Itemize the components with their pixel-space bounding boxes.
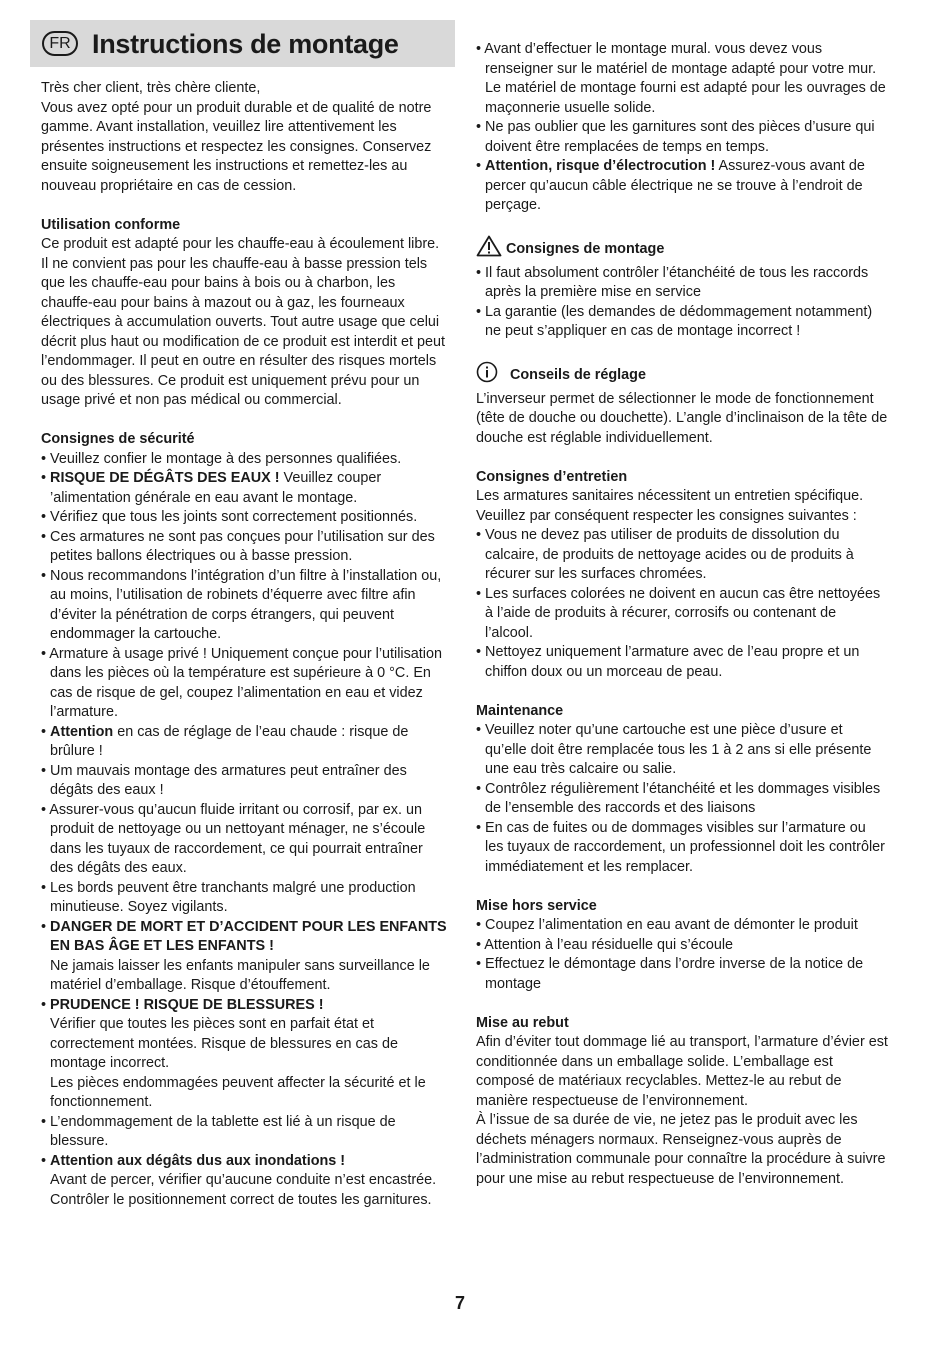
list-item: • L’endommagement de la tablette est lié à un risque de blessure. [41, 1113, 396, 1149]
entretien-heading: Consignes d’entretien [476, 468, 628, 485]
list-item: • Avant d’effectuer le montage mural. vous devez vous renseigner sur le matériel de montage adapté pour votre mur. Le matériel de montage fourni est adapté pour les ouvrages de maçonnerie usuelle solide. [476, 41, 886, 116]
list-item: • Nous recommandons l’intégration d’un filtre à l’installation ou, au moins, l’utilisation de robinets d’équerre avec filtre afin d’éviter la pénétration de corps étrangers, qui peuvent endommager la cartouche. [41, 567, 442, 642]
list-item: • Attention en cas de réglage de l’eau chaude : risque de brûlure ! [41, 723, 409, 759]
montage-list [476, 264, 888, 342]
montage-heading: Consignes de montage [506, 241, 665, 257]
wall-mount-list [476, 40, 888, 216]
list-item: • Vous ne devez pas utiliser de produits de dissolution du calcaire, de produits de nettoyage acides ou de produits à récurer sur les surfaces chromées. [476, 527, 854, 582]
securite-heading: Consignes de sécurité [41, 431, 195, 447]
list-item: • RISQUE DE DÉGÂTS DES EAUX ! Veuillez couper ’alimentation générale en eau avant le montage. [41, 470, 382, 506]
reglage-text: L’inverseur permet de sélectionner le mode de fonctionnement (tête de douche ou douchette). L’angle d’inclinaison de la tête de douche est réglable individuellement. [476, 390, 888, 446]
rebut-heading: Mise au rebut [476, 1014, 569, 1031]
hors-service-heading: Mise hors service [476, 897, 597, 914]
list-item: • Les surfaces colorées ne doivent en aucun cas être nettoyées à l’aide de produits à récurer, corrosifs ou contenant de l’alcool. [476, 585, 881, 641]
language-badge: FR [42, 31, 78, 56]
montage-section [476, 235, 888, 342]
utilisation-heading: Utilisation conforme [41, 216, 181, 233]
entretien-text: Les armatures sanitaires nécessitent un entretien spécifique. Veuillez par conséquent respecter les consignes suivantes : [476, 488, 864, 524]
maintenance-section [476, 702, 888, 878]
list-item: • Armature à usage privé ! Uniquement conçue pour l’utilisation dans les pièces où la température est supérieure à 0 °C. En cas de risque de gel, coupez l’alimentation en eau et videz l’armature. [41, 645, 443, 720]
entretien-section [476, 468, 888, 683]
list-item: • Contrôlez régulièrement l’étanchéité et les dommages visibles de l’ensemble des raccords et des liaisons [476, 780, 881, 816]
intro-text: Vous avez opté pour un produit durable et de qualité de notre gamme. Avant installation, veuillez lire attentivement les présentes instructions et respectez les consignes. Conservez ensuite soigneusement les instructions et remettez-les au nouveau propriétaire en cas de cession. [41, 99, 432, 194]
list-item: • Il faut absolument contrôler l’étanchéité de tous les raccords après la première mise en service [476, 264, 869, 300]
list-item: • Ces armatures ne sont pas conçues pour l’utilisation sur des petites ballons électriques ou à basse pression. [41, 528, 435, 564]
list-item: • Attention aux dégâts dus aux inondations ! Avant de percer, vérifier qu’aucune conduite n’est encastrée. Contrôler le positionnement correct de toutes les garnitures. [41, 1152, 437, 1208]
info-circle-icon [476, 361, 498, 390]
list-item: • Vérifiez que tous les joints sont correctement positionnés. [41, 509, 418, 525]
page-number: 7 [455, 1293, 466, 1313]
intro-greeting: Très cher client, très chère cliente, [41, 80, 261, 96]
utilisation-text: Ce produit est adapté pour les chauffe-eau à écoulement libre. Il ne convient pas pour les chauffe-eau à basse pression tels que les chauffe-eau pour bains à bois ou à charbon, les chauffe-eau pour bains à mazout ou à gaz, les fourneaux électriques à accumulation ouverts. Tout autre usage que celui décrit plus haut ou modification de ce produit est interdit et peut l’endommager. Il peut en outre en résulter des risques mortels ou des blessures. Ce produit est uniquement prévu pour un usage privé et non pas médical ou commercial. [41, 236, 445, 408]
right-column [476, 40, 888, 1189]
rebut-section [476, 1014, 888, 1190]
reglage-heading: Conseils de réglage [510, 367, 646, 383]
rebut-text: Afin d’éviter tout dommage lié au transport, l’armature d’évier est conditionnée dans un emballage solide. L’emballage est composé de matériaux recyclables. Mettez-le au rebut de manière respectueuse de l’environnement. [476, 1034, 888, 1109]
list-item: • La garantie (les demandes de dédommagement notamment) ne peut s’appliquer en cas de montage incorrect ! [476, 303, 873, 339]
warning-triangle-icon [476, 235, 502, 264]
section-header [30, 20, 455, 67]
list-item: • Veuillez noter qu’une cartouche est une pièce d’usure et qu’elle doit être remplacée tous les 1 à 2 ans si elle présente une eau très calcaire ou salie. [476, 722, 872, 777]
securite-section [41, 430, 449, 1210]
list-item: • DANGER DE MORT ET D’ACCIDENT POUR LES ENFANTS EN BAS ÂGE ET LES ENFANTS ! Ne jamais laisser les enfants manipuler sans surveillance le matériel d’emballage. Risque d’étouffement. [41, 918, 447, 993]
page-title: Instructions de montage [92, 29, 399, 59]
utilisation-section [41, 216, 449, 411]
list-item: • Nettoyez uniquement l’armature avec de l’eau propre et un chiffon doux ou un morceau de peau. [476, 644, 860, 680]
list-item: • Effectuez le démontage dans l’ordre inverse de la notice de montage [476, 956, 864, 992]
list-item: • Coupez l’alimentation en eau avant de démonter le produit [476, 917, 858, 933]
list-item: • Assurer-vous qu’aucun fluide irritant ou corrosif, par ex. un produit de nettoyage ou un nettoyant ménager, ne s’écoule dans les tuyaux de raccordement, ce qui pourrait entraîner des dégâts des eaux. [41, 801, 426, 876]
securite-list [41, 450, 449, 1211]
list-item: • PRUDENCE ! RISQUE DE BLESSURES ! Vérifier que toutes les pièces sont en parfait état et correctement montées. Risque de blessures en cas de montage incorrect. Les pièces endommagées peuvent affecter la sécurité et le fonctionnement. [41, 996, 426, 1110]
hors-service-section [476, 897, 888, 995]
rebut-text: À l’issue de sa durée de vie, ne jetez pas le produit avec les déchets ménagers normaux. Renseignez-vous auprès de l’administration communale pour connaître la procédure à suivre pour une mise au rebut respectueuse de l’environnement. [476, 1112, 886, 1187]
list-item: • Attention à l’eau résiduelle qui s’écoule [476, 936, 734, 953]
list-item: • Attention, risque d’électrocution ! Assurez-vous avant de percer qu’aucun câble électrique ne se trouve à l’endroit de perçage. [476, 158, 865, 213]
entretien-list [476, 526, 888, 682]
maintenance-heading: Maintenance [476, 702, 564, 719]
list-item: • Veuillez confier le montage à des personnes qualifiées. [41, 450, 402, 467]
list-item: • Ne pas oublier que les garnitures sont des pièces d’usure qui doivent être remplacées de temps en temps. [476, 119, 875, 155]
list-item: • En cas de fuites ou de dommages visibles sur l’armature ou les tuyaux de raccordement, un professionnel doit les contrôler immédiatement et les remplacer. [476, 819, 885, 875]
hors-service-list [476, 916, 888, 994]
maintenance-list [476, 721, 888, 877]
reglage-section [476, 361, 888, 448]
list-item: • Um mauvais montage des armatures peut entraîner des dégâts des eaux ! [41, 762, 407, 798]
left-column [41, 79, 449, 1210]
list-item: • Les bords peuvent être tranchants malgré une production minutieuse. Soyez vigilants. [41, 879, 416, 915]
